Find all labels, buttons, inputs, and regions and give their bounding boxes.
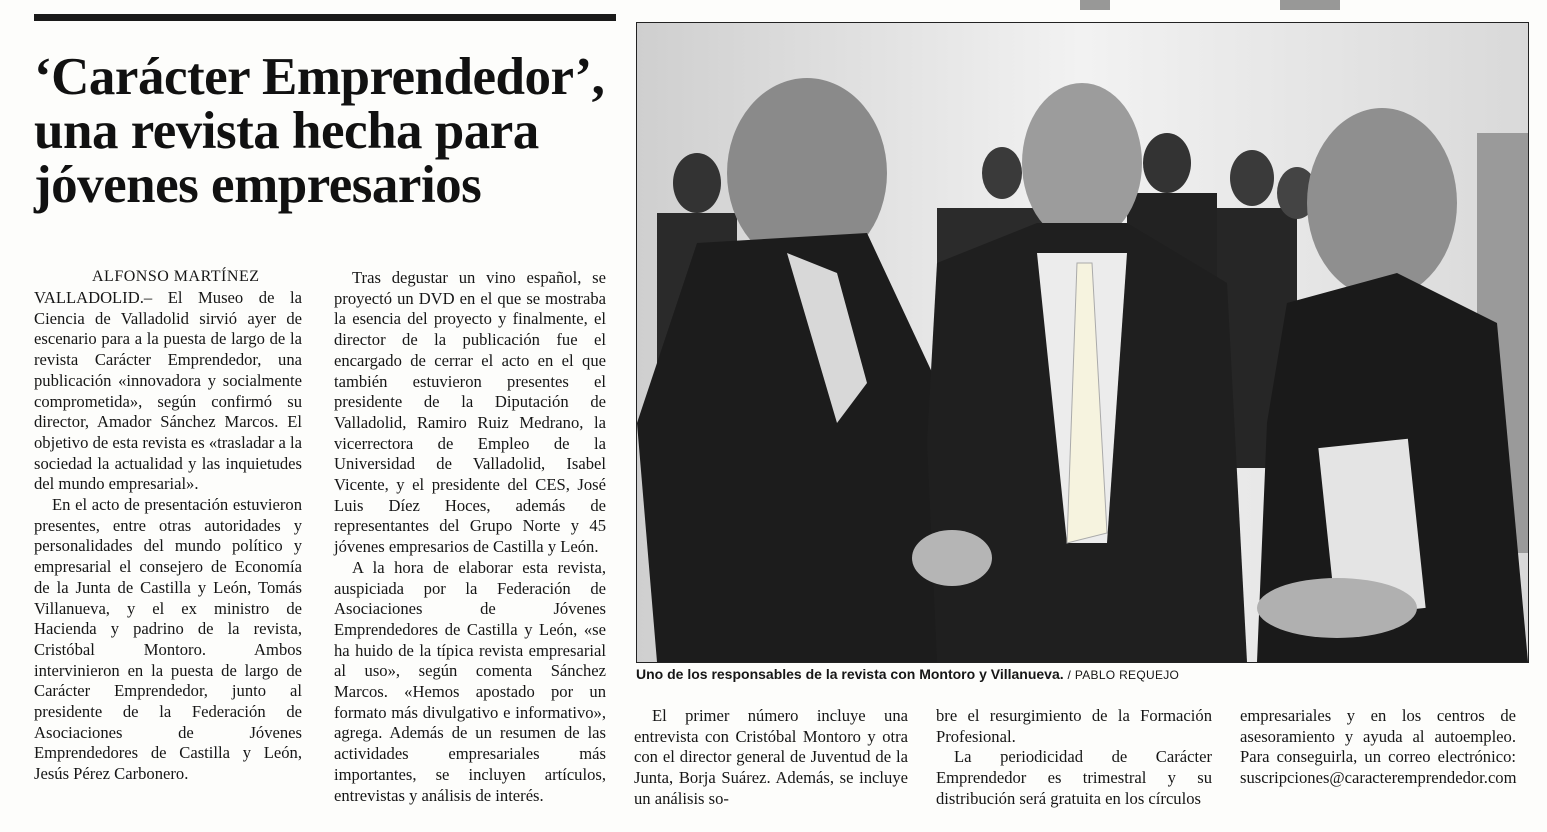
photo-illustration xyxy=(637,23,1528,662)
paragraph: La periodicidad de Carácter Emprendedor es trimestral y su distribución será gratuita en los círculos xyxy=(936,747,1212,808)
article-headline: ‘Carácter Emprendedor’, una revista hecha para jóvenes empresarios xyxy=(34,48,605,214)
torn-edge-mark xyxy=(1280,0,1340,10)
torn-edge-mark xyxy=(1080,0,1110,10)
top-rule xyxy=(34,14,616,21)
photo-caption xyxy=(636,666,1536,682)
article-column-3 xyxy=(634,706,908,810)
paragraph: VALLADOLID.– El Museo de la Ciencia de Valladolid sirvió ayer de escenario para a la puesta de largo de la revista Carácter Emprendedor, una publicación «innovadora y socialmente comprometida», según confirmó su director, Amador Sánchez Marcos. El objetivo de esta revista es «trasladar a la sociedad la actualidad y las inquietudes del mundo empresarial». xyxy=(34,288,302,494)
photo-credit: / PABLO REQUEJO xyxy=(1067,668,1180,682)
article-column-5 xyxy=(1240,706,1516,789)
article-column-1 xyxy=(34,288,302,785)
paragraph: empresariales y en los centros de asesoramiento y ayuda al autoempleo. Para conseguirla, un correo electrónico: suscripciones@caracteremprendedor.com xyxy=(1240,706,1517,788)
caption-text: Uno de los responsables de la revista con Montoro y Villanueva. xyxy=(636,666,1064,682)
paragraph: bre el resurgimiento de la Formación Profesional. xyxy=(936,706,1212,746)
paragraph: A la hora de elaborar esta revista, auspiciada por la Federación de Asociaciones de Jóvenes Emprendedores de Castilla y León, «se ha huido de la típica revista empresarial al uso», según comenta Sánchez Marcos. «Hemos apostado por un formato más divulgativo e informativo», agrega. Además de un resumen de las actividades empresariales más importantes, se incluyen artículos, entrevistas y análisis de interés. xyxy=(334,557,606,805)
article-column-4 xyxy=(936,706,1212,810)
news-photo xyxy=(636,22,1529,663)
paragraph: En el acto de presentación estuvieron presentes, entre otras autoridades y personalidades del mundo político y empresarial el consejero de Economía de la Junta de Castilla y León, Tomás Villanueva, y el ex ministro de Hacienda y padrino de la revista, Cristóbal Montoro. Ambos intervinieron en la puesta de largo de Carácter Emprendedor, junto al presidente de la Federación de Asociaciones de Jóvenes Emprendedores de Castilla y León, Jesús Pérez Carbonero. xyxy=(34,495,302,784)
byline: ALFONSO MARTÍNEZ xyxy=(92,268,260,285)
paragraph: Tras degustar un vino español, se proyectó un DVD en el que se mostraba la esencia del proyecto y finalmente, el director de la publicación fue el encargado de cerrar el acto en el que también estuvieron presentes el presidente de la Diputación de Valladolid, Ramiro Ruiz Medrano, la vicerrectora de Empleo de la Universidad de Valladolid, Isabel Vicente, y el presidente del CES, José Luis Díez Hoces, además de representantes del Grupo Norte y 45 jóvenes empresarios de Castilla y León. xyxy=(334,268,606,557)
article-column-2 xyxy=(334,268,606,806)
paragraph: El primer número incluye una entrevista con Cristóbal Montoro y otra con el director general de Juventud de la Junta, Borja Suárez. Además, se incluye un análisis so- xyxy=(634,706,908,808)
